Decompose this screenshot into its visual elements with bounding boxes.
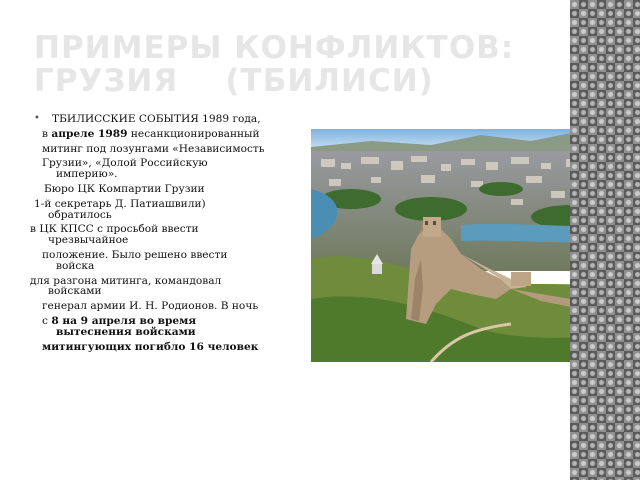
title-line-2: ГРУЗИЯ (ТБИЛИСИ): [34, 63, 434, 99]
text-line: [34, 342, 266, 353]
text-line: митинг под лозунгами «Независимость: [42, 142, 265, 155]
text-line: Грузии», «Долой Российскую империю».: [42, 157, 208, 181]
text-line: 1-й секретарь Д. Патиашвили) обратилось: [34, 197, 206, 221]
checker-border-decoration: [570, 0, 640, 480]
casualties-emphasis: митингующих погибло 16 человек: [42, 340, 259, 353]
text-line: для разгона митинга, командовал войсками: [30, 274, 222, 298]
fortress-tower: [423, 217, 441, 237]
text-line: с 8 на 9 апреля во время вытеснения войсками: [42, 314, 197, 338]
fortress-tower-2: [511, 272, 531, 286]
slide-title: [34, 32, 554, 98]
text-line: генерал армии И. Н. Родионов. В ночь: [42, 300, 259, 313]
slide-body-text: [30, 113, 266, 356]
text-line: в ЦК КПСС с просьбой ввести чрезвычайное: [30, 223, 199, 247]
text-line: положение. Было решено ввести войска: [42, 248, 228, 272]
text-line: в апреле 1989 несанкционированный: [42, 127, 260, 140]
date-emphasis: апреле 1989: [51, 127, 128, 140]
date-emphasis: 8 на 9 апреля во время вытеснения войсками: [51, 314, 197, 338]
text-line: Бюро ЦК Компартии Грузии: [44, 182, 205, 195]
title-line-1: ПРИМЕРЫ КОНФЛИКТОВ:: [34, 30, 515, 66]
text-line: ТБИЛИССКИЕ СОБЫТИЯ 1989 года,: [52, 113, 261, 125]
bullet-icon: •: [34, 113, 40, 124]
church: [372, 264, 382, 274]
